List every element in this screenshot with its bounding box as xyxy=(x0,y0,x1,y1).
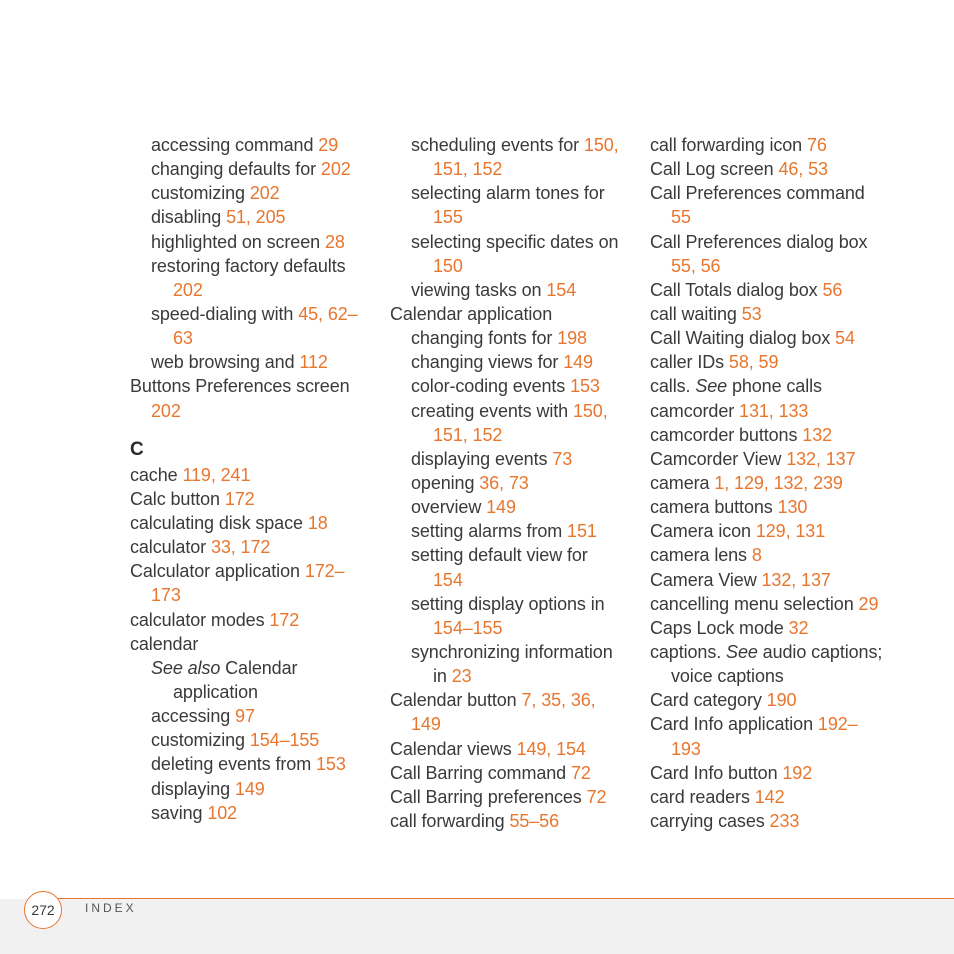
entry-term: Call Barring preferences xyxy=(390,786,587,807)
entry-term: customizing xyxy=(151,730,250,751)
index-entry xyxy=(130,463,380,487)
entry-term: restoring factory defaults xyxy=(151,255,346,276)
see-also-label: See also xyxy=(151,657,221,678)
entry-term: scheduling events for xyxy=(411,135,584,155)
entry-term: Call Log screen xyxy=(650,159,779,180)
entry-term: selecting alarm tones for xyxy=(411,183,605,204)
index-subentry xyxy=(390,399,642,423)
index-subentry xyxy=(650,254,950,278)
page-reference-link[interactable]: 46, 53 xyxy=(778,159,828,180)
entry-term: cancelling menu selection xyxy=(650,593,859,614)
entry-term: highlighted on screen xyxy=(151,231,325,252)
index-entry xyxy=(390,302,642,326)
index-subentry xyxy=(390,181,642,205)
page-reference-link[interactable]: 153 xyxy=(316,754,346,775)
index-subentry xyxy=(130,583,380,607)
entry-term: displaying events xyxy=(411,448,553,469)
entry-term: Caps Lock mode xyxy=(650,617,789,638)
index-entry xyxy=(650,495,950,519)
index-entry xyxy=(130,374,380,398)
page-reference-link[interactable]: 202 xyxy=(151,400,181,421)
entry-term: call waiting xyxy=(650,303,742,324)
index-entry xyxy=(390,737,642,761)
footer-rule xyxy=(58,898,954,899)
entry-term: accessing command xyxy=(151,135,319,155)
index-entry xyxy=(130,487,380,511)
index-subentry xyxy=(130,326,380,350)
page-reference-link[interactable]: 149 xyxy=(486,497,516,518)
index-entry xyxy=(650,326,950,350)
index-entry xyxy=(130,632,380,656)
entry-term: cache xyxy=(130,464,183,485)
page-reference-link[interactable]: 102 xyxy=(207,802,238,823)
see-reference-target: phone calls xyxy=(727,376,822,397)
page-reference-link[interactable]: 202 xyxy=(320,159,351,180)
index-subentry xyxy=(390,157,642,181)
entry-term: card readers xyxy=(650,786,755,807)
see-reference-target: audio captions; xyxy=(757,641,883,662)
index-subentry xyxy=(390,592,642,616)
index-subentry xyxy=(390,447,642,471)
page-reference-link[interactable]: 112 xyxy=(299,352,328,373)
entry-term: viewing tasks on xyxy=(411,279,547,300)
index-subentry xyxy=(390,254,642,278)
index-subentry xyxy=(650,205,950,229)
index-subentry xyxy=(130,752,380,776)
page-reference-link[interactable]: 131, 133 xyxy=(739,400,809,421)
entry-term: Calendar application xyxy=(390,303,553,324)
entry-term: accessing xyxy=(151,706,236,727)
page-reference-link[interactable]: 150, xyxy=(583,135,619,155)
page-reference-link[interactable]: 8 xyxy=(751,545,762,566)
page-reference-link[interactable]: 202 xyxy=(173,279,203,300)
index-subentry xyxy=(130,350,380,374)
page-reference-link[interactable]: 97 xyxy=(235,706,255,727)
page-reference-link[interactable]: 129, 131 xyxy=(755,521,826,542)
page-reference-link[interactable]: 202 xyxy=(249,183,280,204)
entry-term: call forwarding icon xyxy=(650,135,807,155)
entry-term: camera lens xyxy=(650,545,752,566)
index-entry xyxy=(650,568,950,592)
entry-term: Call Preferences dialog box xyxy=(650,231,868,252)
index-subentry xyxy=(130,254,380,278)
index-entry xyxy=(650,712,950,736)
index-entry xyxy=(650,809,950,833)
index-column-2 xyxy=(390,133,642,833)
index-subentry xyxy=(390,568,642,592)
page-reference-link[interactable]: 149 xyxy=(563,352,593,373)
entry-term: Calc button xyxy=(130,488,225,509)
page-reference-link[interactable]: 190 xyxy=(766,690,797,711)
section-gap xyxy=(130,423,380,439)
index-entry xyxy=(650,447,950,471)
entry-term: setting alarms from xyxy=(411,521,568,542)
index-entry xyxy=(650,423,950,447)
entry-term: calculator modes xyxy=(130,609,270,630)
index-entry xyxy=(650,543,950,567)
footer-band xyxy=(0,899,954,954)
entry-term: Call Barring command xyxy=(390,762,571,783)
index-entry xyxy=(650,157,950,181)
entry-term: color-coding events xyxy=(411,376,571,397)
page-reference-link[interactable]: 172 xyxy=(224,488,255,509)
entry-term: calculator xyxy=(130,537,211,558)
page-reference-link[interactable]: 132 xyxy=(802,424,833,445)
page-reference-link[interactable]: 7, 35, 36, xyxy=(521,690,596,711)
index-subentry xyxy=(390,616,642,640)
entry-term: call forwarding xyxy=(390,810,510,831)
entry-term: Card category xyxy=(650,690,767,711)
page-reference-link[interactable]: 58, 59 xyxy=(728,352,779,373)
index-entry xyxy=(650,374,950,398)
page-reference-link[interactable]: 172– xyxy=(304,561,345,582)
entry-term: Calculator application xyxy=(130,561,305,582)
entry-term: selecting specific dates on xyxy=(411,231,619,252)
see-reference-label: See xyxy=(695,376,728,397)
entry-term: opening xyxy=(411,472,480,493)
page-reference-link[interactable]: 132, 137 xyxy=(786,448,856,469)
index-subentry xyxy=(130,704,380,728)
entry-term: saving xyxy=(151,802,208,823)
index-entry xyxy=(650,399,950,423)
index-subentry xyxy=(130,278,380,302)
index-subentry xyxy=(390,423,642,447)
entry-term: speed-dialing with xyxy=(151,303,299,324)
index-subentry xyxy=(390,471,642,495)
page-reference-link[interactable]: 72 xyxy=(586,786,607,807)
page-reference-link[interactable]: 149 xyxy=(234,778,265,799)
index-subentry xyxy=(390,133,642,157)
entry-term: Calendar button xyxy=(390,690,522,711)
page-reference-link[interactable]: 149 xyxy=(411,714,441,735)
index-subentry xyxy=(130,399,380,423)
page-reference-link[interactable]: 55 xyxy=(671,207,691,228)
entry-term: camcorder xyxy=(650,400,740,421)
index-subentry xyxy=(130,181,380,205)
page-reference-link[interactable]: 154 xyxy=(433,569,463,590)
entry-term: Card Info application xyxy=(650,714,818,735)
page-reference-link[interactable]: 130 xyxy=(777,497,808,518)
page-reference-link[interactable]: 172 xyxy=(269,609,300,630)
index-subentry xyxy=(130,801,380,825)
page-reference-link[interactable]: 193 xyxy=(671,738,701,759)
index-subentry xyxy=(390,543,642,567)
index-entry xyxy=(390,761,642,785)
page-reference-link[interactable]: 150, xyxy=(572,400,608,421)
page-reference-link[interactable]: 154–155 xyxy=(249,730,320,751)
section-letter-heading: C xyxy=(130,438,144,460)
entry-term: application xyxy=(173,681,258,702)
index-subentry xyxy=(130,157,380,181)
entry-term: customizing xyxy=(151,183,250,204)
page-reference-link[interactable]: 76 xyxy=(806,135,827,155)
entry-term: setting default view for xyxy=(411,545,588,566)
index-entry xyxy=(650,133,950,157)
entry-term: Camera icon xyxy=(650,521,756,542)
index-entry xyxy=(130,511,380,535)
page-reference-link[interactable]: 155 xyxy=(433,207,463,228)
index-entry xyxy=(130,608,380,632)
entry-term: camera buttons xyxy=(650,497,778,518)
index-entry xyxy=(650,785,950,809)
page-number: 272 xyxy=(24,891,62,929)
page-reference-link[interactable]: 51, 205 xyxy=(226,207,286,228)
index-entry xyxy=(650,350,950,374)
index-subentry xyxy=(650,737,950,761)
page-reference-link[interactable]: 132, 137 xyxy=(761,569,831,590)
index-subentry xyxy=(390,374,642,398)
entry-term: deleting events from xyxy=(151,754,316,775)
index-subentry xyxy=(390,664,642,688)
page-reference-link[interactable]: 23 xyxy=(451,666,472,687)
page-reference-link[interactable]: 29 xyxy=(858,593,879,614)
entry-term: Call Waiting dialog box xyxy=(650,328,836,349)
entry-term: camera xyxy=(650,472,715,493)
page-reference-link[interactable]: 173 xyxy=(151,585,181,606)
entry-term: caller IDs xyxy=(650,352,729,373)
page-reference-link[interactable]: 154 xyxy=(546,279,577,300)
index-entry xyxy=(650,592,950,616)
index-entry xyxy=(650,471,950,495)
page-reference-link[interactable]: 33, 172 xyxy=(210,537,271,558)
page-reference-link[interactable]: 29 xyxy=(318,135,339,155)
index-subentry xyxy=(130,728,380,752)
page-reference-link[interactable]: 198 xyxy=(557,328,587,349)
page-reference-link[interactable]: 73 xyxy=(552,448,573,469)
index-subentry xyxy=(390,495,642,519)
entry-term: Calendar views xyxy=(390,738,517,759)
page-reference-link[interactable]: 55–56 xyxy=(509,810,560,831)
entry-term: calendar xyxy=(130,633,199,654)
page-reference-link[interactable]: 119, 241 xyxy=(182,464,251,485)
page-reference-link[interactable]: 28 xyxy=(324,231,345,252)
page-reference-link[interactable]: 72 xyxy=(570,762,591,783)
page-reference-link[interactable]: 151, 152 xyxy=(433,159,503,180)
entry-term: Calendar xyxy=(220,657,298,678)
entry-term: synchronizing information xyxy=(411,641,613,662)
index-column-1 xyxy=(130,133,380,825)
index-subentry xyxy=(130,133,380,157)
page-reference-link[interactable]: 56 xyxy=(822,279,843,300)
index-entry xyxy=(390,809,642,833)
entry-term: changing views for xyxy=(411,352,564,373)
entry-term: carrying cases xyxy=(650,810,770,831)
page-reference-link[interactable]: 153 xyxy=(570,376,600,397)
index-entry xyxy=(130,559,380,583)
index-subentry xyxy=(130,205,380,229)
entry-term: changing fonts for xyxy=(411,328,558,349)
index-subentry xyxy=(130,656,380,680)
page-reference-link[interactable]: 1, 129, 132, 239 xyxy=(714,472,843,493)
page-reference-link[interactable]: 36, 73 xyxy=(479,472,529,493)
index-entry xyxy=(650,616,950,640)
page-reference-link[interactable]: 18 xyxy=(307,512,328,533)
index-subentry xyxy=(390,519,642,543)
page-reference-link[interactable]: 32 xyxy=(788,617,809,638)
index-subentry xyxy=(390,230,642,254)
entry-term: camcorder buttons xyxy=(650,424,803,445)
entry-term: web browsing and xyxy=(151,352,300,373)
page-reference-link[interactable]: 149, 154 xyxy=(516,738,586,759)
page-reference-link[interactable]: 154–155 xyxy=(433,617,503,638)
entry-term: Card Info button xyxy=(650,762,783,783)
index-subentry xyxy=(390,640,642,664)
index-entry xyxy=(650,278,950,302)
entry-term: Camcorder View xyxy=(650,448,787,469)
entry-term: creating events with xyxy=(411,400,573,421)
page-reference-link[interactable]: 151 xyxy=(567,521,597,542)
index-entry xyxy=(130,535,380,559)
index-entry xyxy=(390,785,642,809)
entry-term: Camera View xyxy=(650,569,762,590)
page-reference-link[interactable]: 192– xyxy=(817,714,858,735)
index-subentry xyxy=(130,680,380,704)
entry-term: Buttons Preferences screen xyxy=(130,376,350,397)
entry-term: overview xyxy=(411,497,487,518)
index-entry xyxy=(650,181,950,205)
page-reference-link[interactable]: 150 xyxy=(433,255,463,276)
index-subentry xyxy=(390,712,642,736)
page-reference-link[interactable]: 63 xyxy=(173,328,193,349)
index-column-3 xyxy=(650,133,950,833)
entry-term: displaying xyxy=(151,778,235,799)
entry-term: captions. xyxy=(650,641,727,662)
index-subentry xyxy=(130,302,380,326)
entry-term: disabling xyxy=(151,207,227,228)
index-entry xyxy=(650,640,950,664)
entry-term: changing defaults for xyxy=(151,159,321,180)
index-entry xyxy=(390,688,642,712)
page-reference-link[interactable]: 45, 62– xyxy=(298,303,358,324)
index-subentry xyxy=(650,664,950,688)
entry-term: calls. xyxy=(650,376,696,397)
index-entry xyxy=(650,230,950,254)
page-reference-link[interactable]: 55, 56 xyxy=(671,255,721,276)
page-reference-link[interactable]: 151, 152 xyxy=(433,424,503,445)
index-entry xyxy=(650,688,950,712)
page-reference-link[interactable]: 233 xyxy=(769,810,800,831)
section-label: INDEX xyxy=(85,901,137,915)
see-reference-label: See xyxy=(726,641,758,662)
index-entry xyxy=(650,519,950,543)
index-subentry xyxy=(390,350,642,374)
page-reference-link[interactable]: 192 xyxy=(782,762,813,783)
entry-term: in xyxy=(433,666,452,687)
index-subentry xyxy=(130,777,380,801)
entry-term: Call Preferences command xyxy=(650,183,865,204)
index-entry xyxy=(650,302,950,326)
index-subentry xyxy=(130,230,380,254)
entry-term: setting display options in xyxy=(411,593,605,614)
entry-term: calculating disk space xyxy=(130,512,308,533)
index-subentry xyxy=(390,326,642,350)
page-reference-link[interactable]: 142 xyxy=(754,786,785,807)
index-subentry xyxy=(390,278,642,302)
index-entry xyxy=(650,761,950,785)
page-reference-link[interactable]: 54 xyxy=(835,328,855,349)
index-subentry xyxy=(390,205,642,229)
page-reference-link[interactable]: 53 xyxy=(741,303,762,324)
entry-term: Call Totals dialog box xyxy=(650,279,823,300)
entry-term: voice captions xyxy=(671,666,784,687)
